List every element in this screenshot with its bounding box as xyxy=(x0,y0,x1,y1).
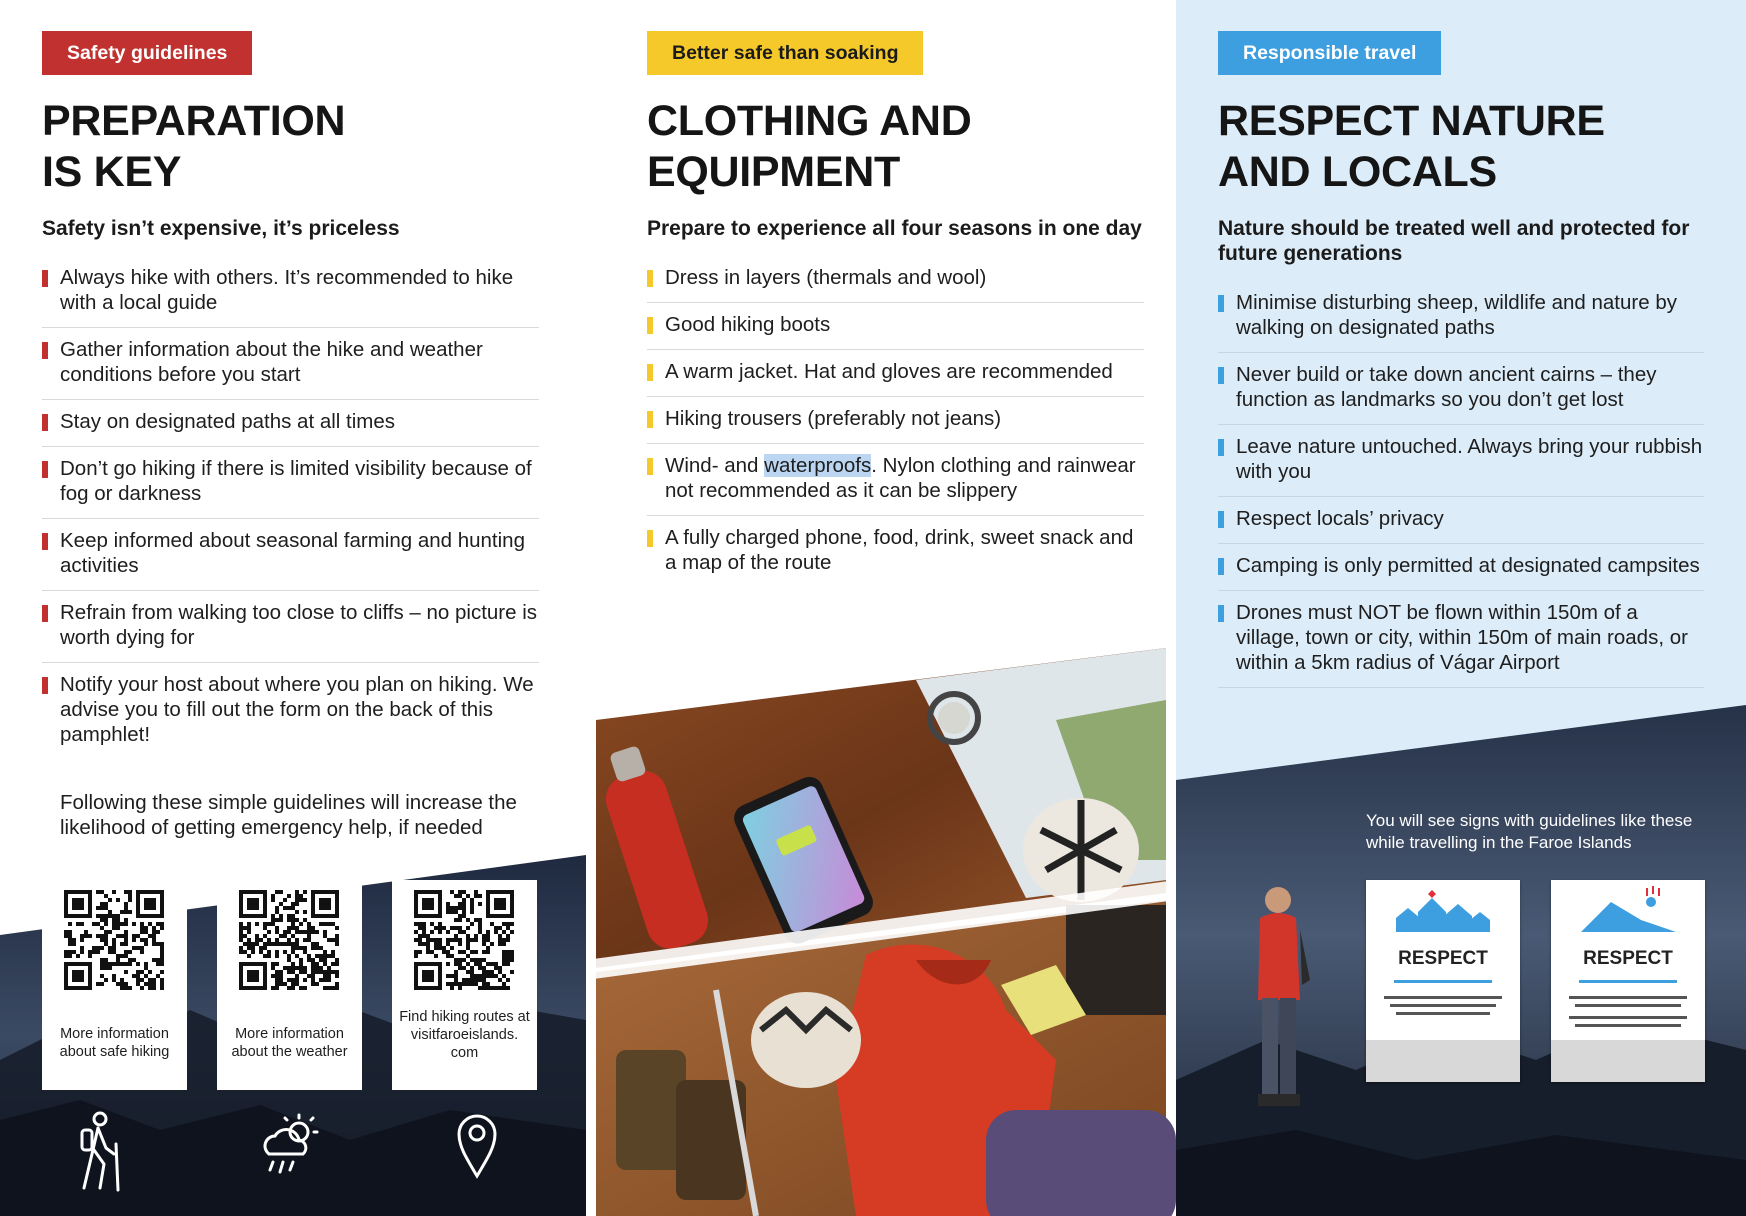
list-item: Dress in layers (thermals and wool) xyxy=(647,256,1144,303)
safety-guideline-list xyxy=(42,256,539,759)
sign-caption: You will see signs with guidelines like these while travelling in the Faroe Islands xyxy=(1366,811,1693,852)
list-item: Gather information about the hike and weather conditions before you start xyxy=(42,328,539,400)
section-subtitle: Prepare to experience all four seasons in one day xyxy=(647,217,1142,240)
list-item: Notify your host about where you plan on hiking. We advise you to fill out the form on the back of this pamphlet! xyxy=(42,663,539,759)
section-tag: Responsible travel xyxy=(1218,31,1441,75)
list-item: Stay on designated paths at all times xyxy=(42,400,539,447)
list-item: Refrain from walking too close to cliffs – no picture is worth dying for xyxy=(42,591,539,663)
location-pin-icon xyxy=(455,1110,499,1180)
section-subtitle: Safety isn’t expensive, it’s priceless xyxy=(42,217,400,240)
respect-sign-homeowners: RESPECT xyxy=(1366,880,1520,1082)
qr-code-icon xyxy=(64,890,164,990)
list-item: Hiking trousers (preferably not jeans) xyxy=(647,397,1144,444)
list-item: Good hiking boots xyxy=(647,303,1144,350)
list-item: Never build or take down ancient cairns – they function as landmarks so you don’t get lost xyxy=(1218,353,1704,425)
safety-panel xyxy=(0,0,586,1216)
qr-code-icon xyxy=(414,890,514,990)
hiker-icon xyxy=(70,1110,130,1192)
list-item: Wind- and waterproofs. Nylon clothing and rainwear not recommended as it can be slippery xyxy=(647,444,1144,516)
section-tag: Better safe than soaking xyxy=(647,31,923,75)
list-item: Minimise disturbing sheep, wildlife and nature by walking on designated paths xyxy=(1218,281,1704,353)
travel-panel xyxy=(1176,0,1746,1216)
page-title: RESPECT NATURE AND LOCALS xyxy=(1218,97,1605,196)
clothing-panel xyxy=(586,0,1176,1216)
weather-icon xyxy=(255,1110,325,1180)
list-item: Drones must NOT be flown within 150m of a village, town or city, within 150m of main roads, or within a 5km radius of Vágar Airport xyxy=(1218,591,1704,688)
falling-rocks-icon xyxy=(1551,880,1705,950)
travel-guideline-list xyxy=(1218,281,1704,688)
qr-card-weather[interactable]: More information about the weather xyxy=(217,880,362,1090)
qr-card-safe-hiking[interactable]: More information about safe hiking xyxy=(42,880,187,1090)
respect-sign-nature: RESPECT xyxy=(1551,880,1705,1082)
text-selection-highlight[interactable]: waterproofs xyxy=(764,454,872,477)
page-title: CLOTHING AND EQUIPMENT xyxy=(647,97,972,196)
qr-card-hiking-routes[interactable]: Find hiking routes at visitfaroeislands. com xyxy=(392,880,537,1090)
list-item: A fully charged phone, food, drink, sweet snack and a map of the route xyxy=(647,516,1144,587)
houses-icon xyxy=(1366,880,1520,950)
equipment-photos xyxy=(586,0,1176,1216)
list-item: Always hike with others. It’s recommended to hike with a local guide xyxy=(42,256,539,328)
section-tag: Safety guidelines xyxy=(42,31,252,75)
list-item: A warm jacket. Hat and gloves are recommended xyxy=(647,350,1144,397)
section-subtitle: Nature should be treated well and protected for future generations xyxy=(1218,217,1690,265)
list-item: Leave nature untouched. Always bring your rubbish with you xyxy=(1218,425,1704,497)
list-item: Don’t go hiking if there is limited visibility because of fog or darkness xyxy=(42,447,539,519)
qr-code-icon xyxy=(239,890,339,990)
list-item: Camping is only permitted at designated campsites xyxy=(1218,544,1704,591)
page-title: PREPARATION IS KEY xyxy=(42,97,346,196)
closing-note: Following these simple guidelines will increase the likelihood of getting emergency help, if needed xyxy=(60,791,517,839)
list-item: Keep informed about seasonal farming and hunting activities xyxy=(42,519,539,591)
list-item: Respect locals’ privacy xyxy=(1218,497,1704,544)
